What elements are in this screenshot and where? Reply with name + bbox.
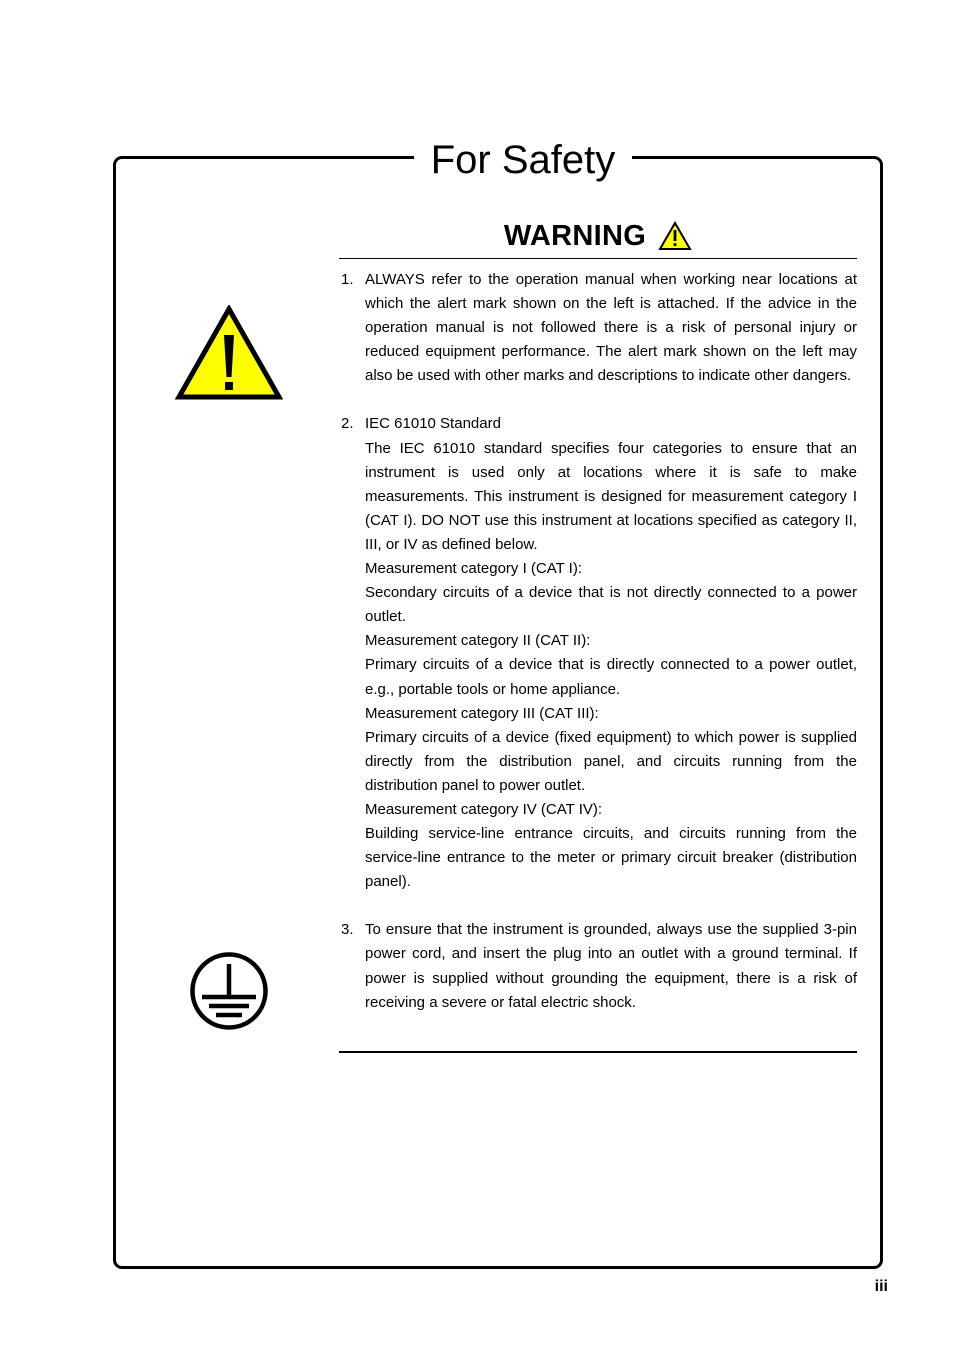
warning-item-2: [339, 412, 857, 894]
warning-heading: [339, 214, 857, 258]
page-title: For Safety: [414, 134, 632, 186]
item-heading: IEC 61010 Standard: [365, 415, 501, 433]
warning-label: WARNING: [503, 219, 647, 252]
item-paragraph: The IEC 61010 standard specifies four categories to ensure that an instrument is used only at locations where it is safe to make measurements. This instrument is designed for measurement category I (CAT I). DO NOT use this instrument at locations specified as category II, III, or IV as defined below.: [365, 439, 857, 553]
item-paragraph: To ensure that the instrument is grounded, always use the supplied 3-pin power cord, and insert the plug into an outlet with a ground terminal. If power is supplied without grounding the equipment, there is a risk of receiving a severe or fatal electric shock.: [365, 921, 857, 1011]
category-description: Primary circuits of a device (fixed equipment) to which power is supplied directly from the distribution panel, and circuits running from the distribution panel to power outlet.: [365, 728, 857, 794]
warning-item-3: [339, 918, 857, 1014]
item-number: 2.: [341, 415, 354, 433]
item-number: 3.: [341, 921, 354, 939]
category-description: Secondary circuits of a device that is not directly connected to a power outlet.: [365, 584, 857, 626]
category-title: Measurement category I (CAT I):: [365, 560, 583, 578]
warning-triangle-icon: [658, 221, 692, 251]
item-paragraph: ALWAYS refer to the operation manual when working near locations at which the alert mark shown on the left is attached. If the advice in the operation manual is not followed there is a risk of personal injury or reduced equipment performance. The alert mark shown on the left may also be used with other marks and descriptions to indicate other dangers.: [365, 271, 857, 385]
warning-top-rule: [339, 258, 857, 259]
category-title: Measurement category IV (CAT IV):: [365, 800, 603, 818]
warning-item-1: [339, 268, 857, 388]
page-number: iii: [874, 1278, 888, 1295]
alert-triangle-icon: [175, 305, 283, 401]
category-description: Primary circuits of a device that is directly connected to a power outlet, e.g., portable tools or home appliance.: [365, 656, 857, 698]
category-description: Building service-line entrance circuits, and circuits running from the service-line entrance to the meter or primary circuit breaker (distribution panel).: [365, 825, 857, 891]
warning-items: [339, 268, 857, 1015]
category-title: Measurement category II (CAT II):: [365, 632, 591, 650]
warning-bottom-rule: [339, 1051, 857, 1053]
item-number: 1.: [341, 271, 354, 288]
protective-ground-icon: [188, 950, 270, 1032]
category-title: Measurement category III (CAT III):: [365, 704, 599, 722]
